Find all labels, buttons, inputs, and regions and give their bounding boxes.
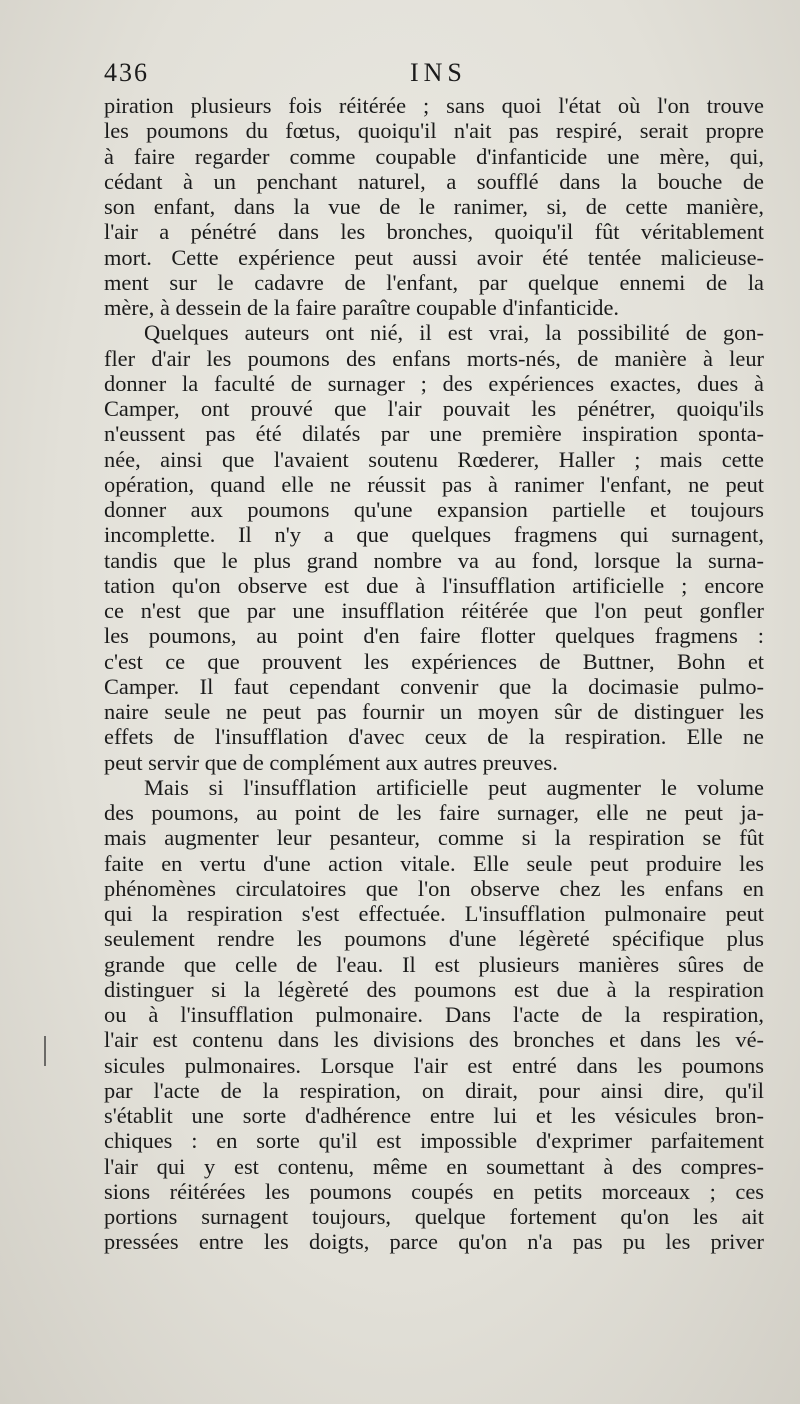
text-line: les poumons du fœtus, quoiqu'il n'ait pas respiré, serait propre <box>104 118 764 144</box>
text-line: les poumons, au point d'en faire flotter quelques fragmens : <box>104 623 764 649</box>
text-line: naire seule ne peut pas fournir un moyen sûr de distinguer les <box>104 699 764 724</box>
text-line: c'est ce que prouvent les expériences de Buttner, Bohn et <box>104 648 764 674</box>
text-line: cédant à un penchant naturel, a soufflé dans la bouche de <box>104 168 764 194</box>
paragraph <box>104 775 764 1255</box>
text-line: pressées entre les doigts, parce qu'on n'a pas pu les priver <box>104 1229 764 1255</box>
text-line: par l'acte de la respiration, on dirait, pour ainsi dire, qu'il <box>104 1077 764 1103</box>
page-number: 436 <box>104 58 149 87</box>
text-line: à faire regarder comme coupable d'infanticide une mère, qui, <box>104 143 764 169</box>
text-line: Mais si l'insufflation artificielle peut augmenter le volume <box>144 774 764 800</box>
text-line: son enfant, dans la vue de le ranimer, si, de cette manière, <box>104 194 764 219</box>
text-line: faite en vertu d'une action vitale. Elle seule peut produire les <box>104 850 764 876</box>
text-line: grande que celle de l'eau. Il est plusieurs manières sûres de <box>104 951 764 977</box>
text-line: sicules pulmonaires. Lorsque l'air est entré dans les poumons <box>104 1052 764 1078</box>
text-line: qui la respiration s'est effectuée. L'insufflation pulmonaire peut <box>104 901 764 926</box>
text-line: piration plusieurs fois réitérée ; sans quoi l'état où l'on trouve <box>104 93 764 118</box>
text-line: ou à l'insufflation pulmonaire. Dans l'acte de la respiration, <box>104 1002 764 1027</box>
text-line: effets de l'insufflation d'avec ceux de la respiration. Elle ne <box>104 724 764 750</box>
text-line: peut servir que de complément aux autres preuves. <box>104 749 558 775</box>
text-line: incomplette. Il n'y a que quelques fragmens qui surnagent, <box>104 522 764 548</box>
running-title: INS <box>410 58 467 87</box>
paragraph <box>104 320 764 775</box>
text-line: s'établit une sorte d'adhérence entre lui et les vésicules bron- <box>104 1103 764 1128</box>
text-line: seulement rendre les poumons d'une légèreté spécifique plus <box>104 926 764 952</box>
text-line: donner aux poumons qu'une expansion partielle et toujours <box>104 497 764 522</box>
text-line: tation qu'on observe est due à l'insufflation artificielle ; encore <box>104 572 764 598</box>
text-line: donner la faculté de surnager ; des expériences exactes, dues à <box>104 370 764 396</box>
text-line: n'eussent pas été dilatés par une première inspiration sponta- <box>104 421 764 447</box>
text-line: ce n'est que par une insufflation réitérée que l'on peut gonfler <box>104 598 764 623</box>
text-line: Camper. Il faut cependant convenir que la docimasie pulmo- <box>104 673 764 699</box>
text-line: mère, à dessein de la faire paraître coupable d'infanticide. <box>104 295 620 320</box>
text-line: fler d'air les poumons des enfans morts-nés, de manière à leur <box>104 345 764 371</box>
text-line: distinguer si la légèreté des poumons est due à la respiration <box>104 976 764 1002</box>
text-line: chiques : en sorte qu'il est impossible d'exprimer parfaitement <box>104 1128 764 1154</box>
text-line: ment sur le cadavre de l'enfant, par quelque ennemi de la <box>104 269 764 295</box>
paragraph <box>104 93 764 320</box>
text-line: sions réitérées les poumons coupés en petits morceaux ; ces <box>104 1178 764 1204</box>
text-line: l'air est contenu dans les divisions des bronches et dans les vé- <box>104 1027 764 1053</box>
text-line: opération, quand elle ne réussit pas à ranimer l'enfant, ne peut <box>104 471 764 497</box>
text-line: l'air a pénétré dans les bronches, quoiqu'il fût véritablement <box>104 219 764 245</box>
text-line: tandis que le plus grand nombre va au fond, lorsque la surna- <box>104 547 764 573</box>
text-line: phénomènes circulatoires que l'on observe chez les enfans en <box>104 875 764 901</box>
page-body-text <box>104 93 764 1255</box>
text-line: mais augmenter leur pesanteur, comme si la respiration se fût <box>104 825 764 851</box>
page-header <box>104 52 764 92</box>
margin-mark <box>44 1036 46 1066</box>
text-line: Camper, ont prouvé que l'air pouvait les pénétrer, quoiqu'ils <box>104 396 764 421</box>
text-line: née, ainsi que l'avaient soutenu Rœderer, Haller ; mais cette <box>104 446 764 472</box>
text-line: des poumons, au point de les faire surnager, elle ne peut ja- <box>104 800 764 825</box>
text-line: portions surnagent toujours, quelque fortement qu'on les ait <box>104 1204 764 1229</box>
text-line: l'air qui y est contenu, même en soumettant à des compres- <box>104 1153 764 1179</box>
text-line: Quelques auteurs ont nié, il est vrai, la possibilité de gon- <box>144 320 764 346</box>
text-line: mort. Cette expérience peut aussi avoir été tentée malicieuse- <box>104 244 764 270</box>
